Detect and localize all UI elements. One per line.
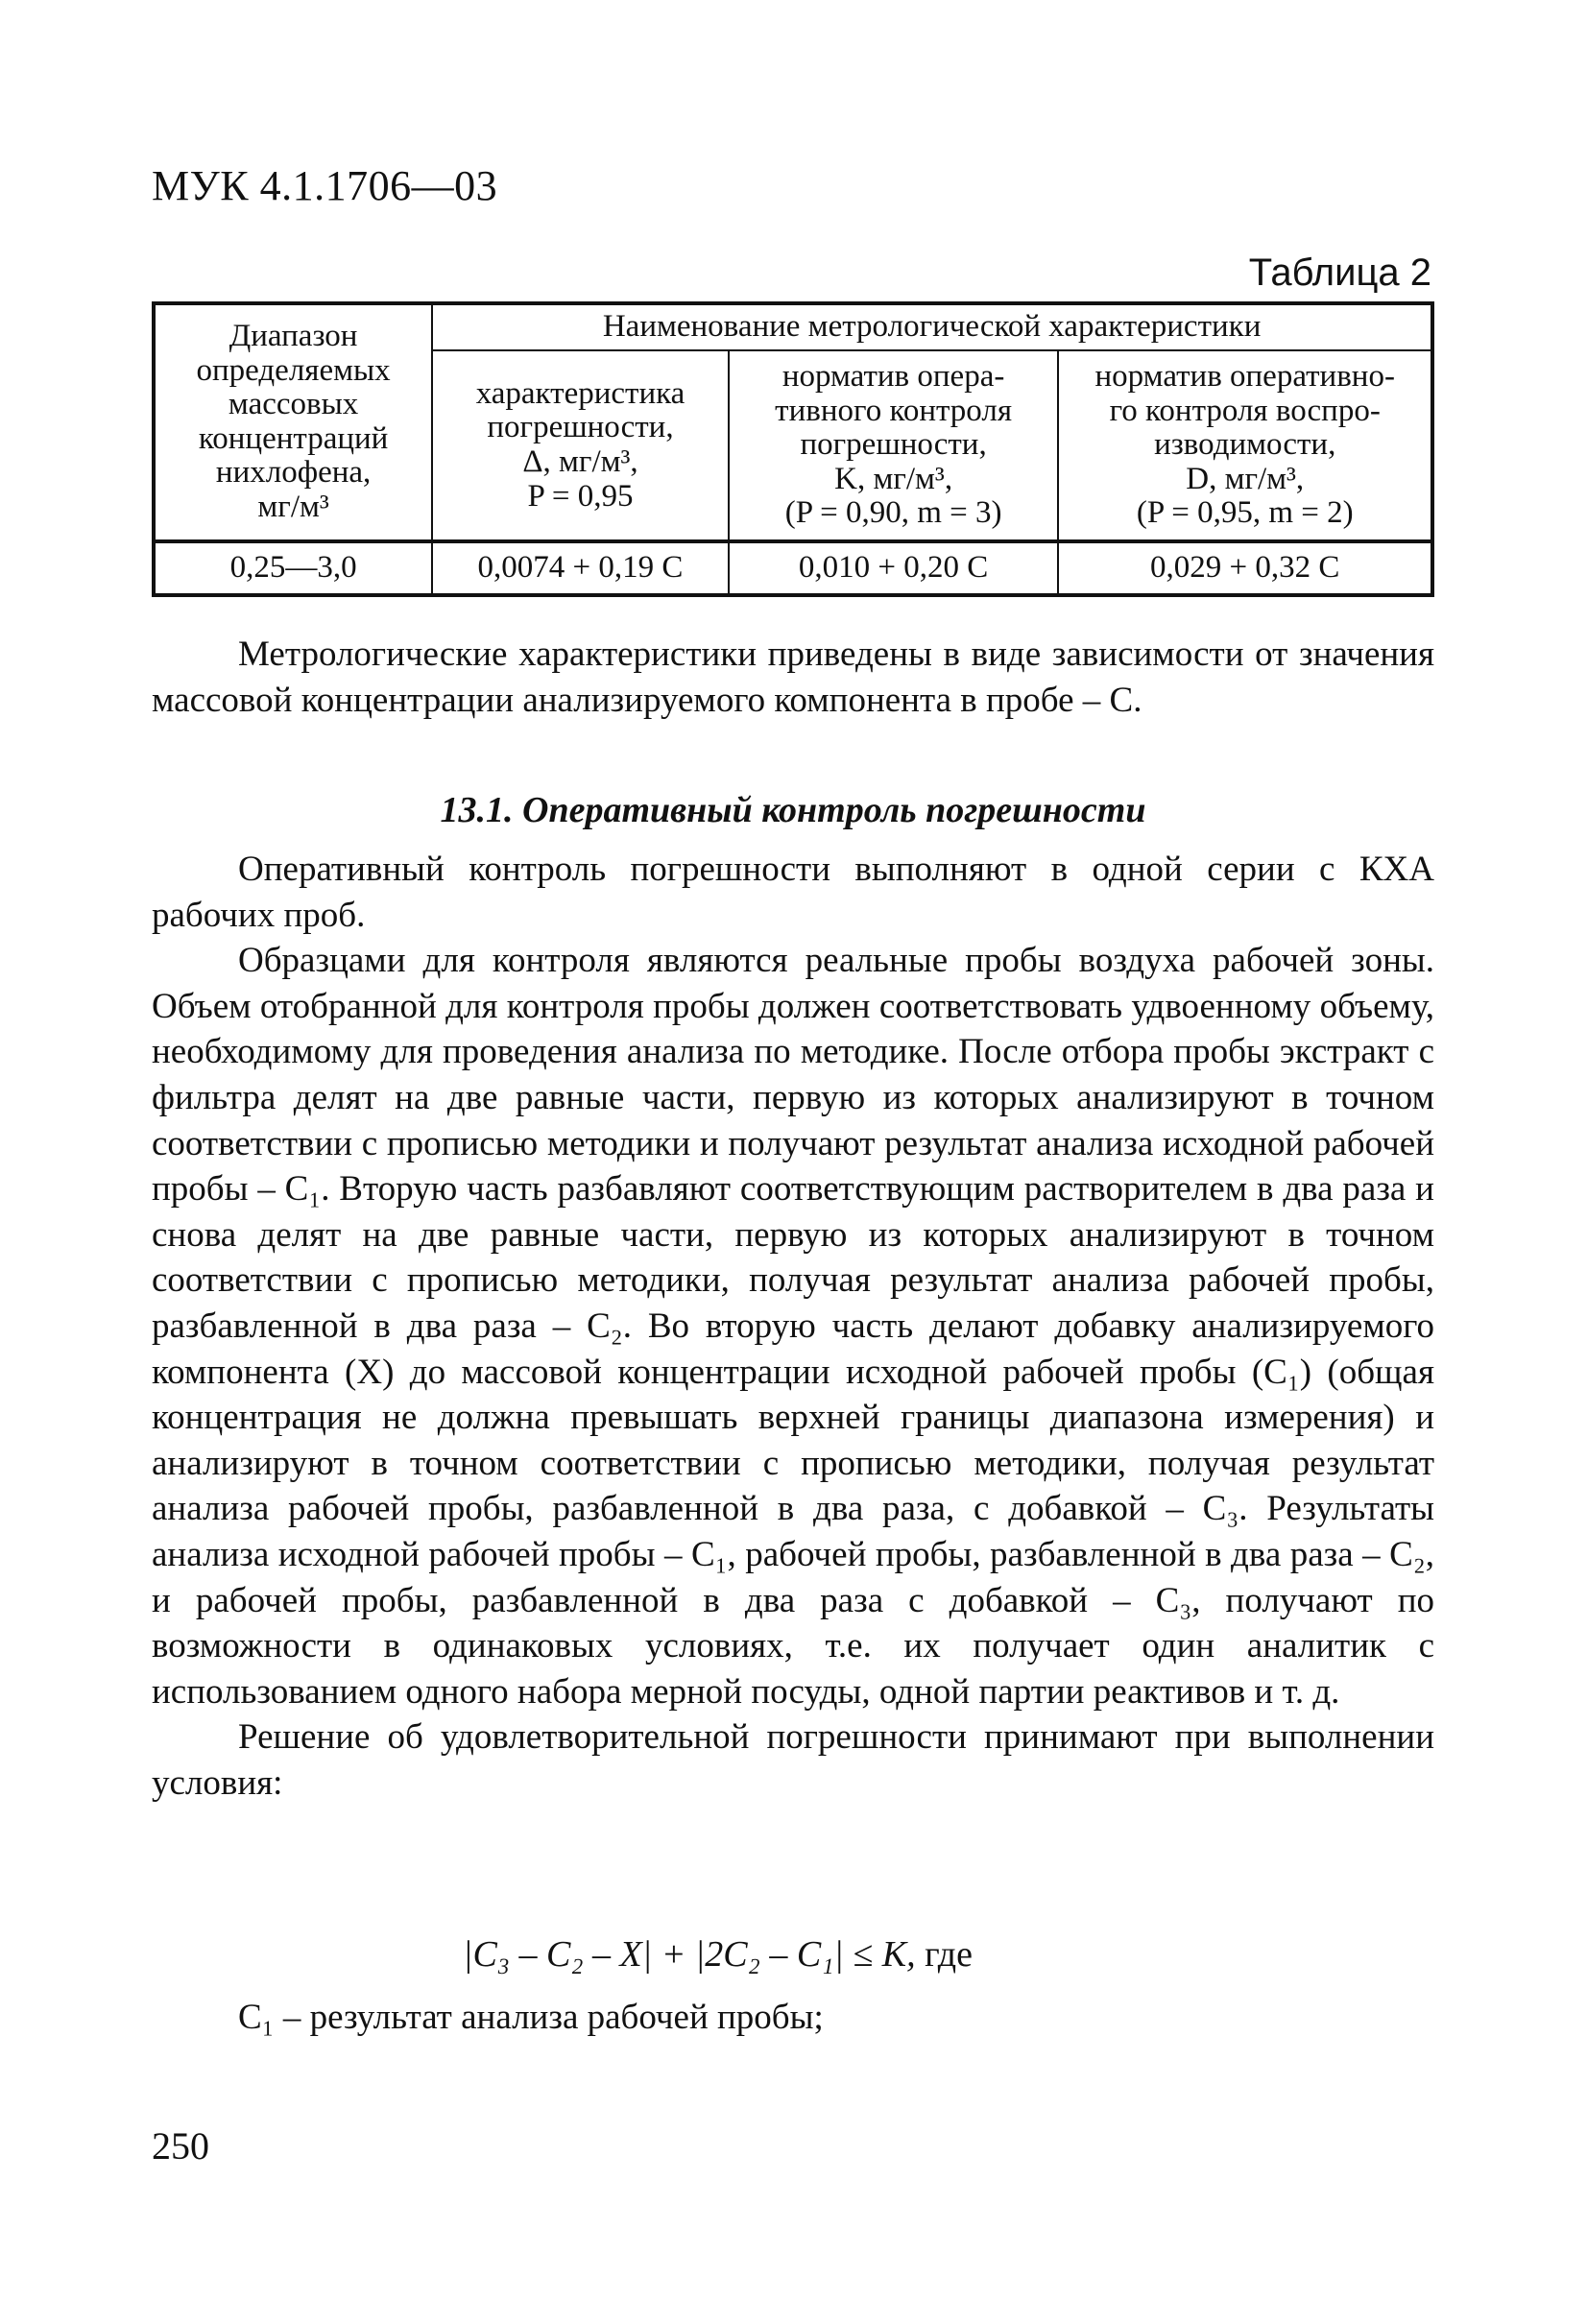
control-condition-formula	[463, 1933, 973, 1976]
table-header-row	[154, 303, 1432, 350]
paragraph: Образцами для контроля являются реальные пробы воздуха рабочей зоны. Объем отобранной для контроля пробы должен соответствовать удвоенному объему, необходимому для проведения анализа по методике. После отбора пробы экстракт с фильтра делят на две равные части, первую из которых анализируют в точном соответствии с прописью методики и получают результат анализа исходной рабочей пробы – C₁. Вторую часть разбавляют соответствующим растворителем в два раза и снова делят на две равные части, первую из которых анализируют в точном соответствии с прописью методики, получая результат анализа рабочей пробы, разбавленной в два раза – C₂. Во вторую часть делают добавку анализируемого компонента (X) до массовой концентрации исходной рабочей пробы (C₁) (общая концентрация не должна превышать верхней границы диапазона измерения) и анализируют в точном соответствии с прописью методики, получая результат анализа рабочей пробы, разбавленной в два раза, с добавкой – C₃. Результаты анализа исходной рабочей пробы – C₁, рабочей пробы, разбавленной в два раза – C₂, и рабочей пробы, разбавленной в два раза с добавкой – C₃, получают по возможности в одинаковых условиях, т.е. их получает один аналитик с использованием одного набора мерной посуды, одной партии реактивов и т. д.	[152, 941, 1434, 1712]
table-caption: Таблица 2	[1248, 252, 1431, 294]
page-number: 250	[152, 2124, 209, 2168]
document-code-header: МУК 4.1.1706—03	[152, 162, 498, 209]
formula-suffix: где	[925, 1934, 973, 1975]
section-heading: 13.1. Оперативный контроль погрешности	[440, 790, 1146, 830]
intro-section	[152, 632, 1434, 723]
paragraph: Решение об удовлетворительной погрешности принимают при выполнении условия:	[152, 1717, 1434, 1803]
variable-definition: C₁ – результат анализа рабочей пробы;	[238, 1998, 824, 2037]
range-cell: 0,25—3,0	[154, 541, 432, 595]
formula-expression: |C₃ – C₂ – X| + |2C₂ – C₁| ≤ K,	[463, 1934, 916, 1975]
error-value-cell: 0,0074 + 0,19 C	[432, 541, 729, 595]
error-characteristic-header: характеристика погрешности, Δ, мг/м³, P = 0,95	[432, 350, 729, 540]
section-body	[152, 847, 1434, 1806]
paragraph: Оперативный контроль погрешности выполняют в одной серии с КХА рабочих проб.	[152, 850, 1434, 935]
reproducibility-control-header: норматив оперативно- го контроля воспро- изводимости, D, мг/м³, (P = 0,95, m = 2)	[1058, 350, 1432, 540]
reproducibility-value-cell: 0,029 + 0,32 C	[1058, 541, 1432, 595]
metrological-table	[152, 301, 1434, 597]
characteristic-group-header: Наименование метрологической характеристики	[432, 303, 1432, 350]
table-row	[154, 541, 1432, 595]
error-control-value-cell: 0,010 + 0,20 C	[729, 541, 1059, 595]
range-column-header: Диапазон определяемых массовых концентраций нихлофена, мг/м³	[154, 303, 432, 541]
intro-paragraph: Метрологические характеристики приведены в виде зависимости от значения массовой концентрации анализируемого компонента в пробе – C.	[152, 635, 1434, 720]
error-control-standard-header: норматив опера- тивного контроля погрешности, K, мг/м³, (P = 0,90, m = 3)	[729, 350, 1059, 540]
